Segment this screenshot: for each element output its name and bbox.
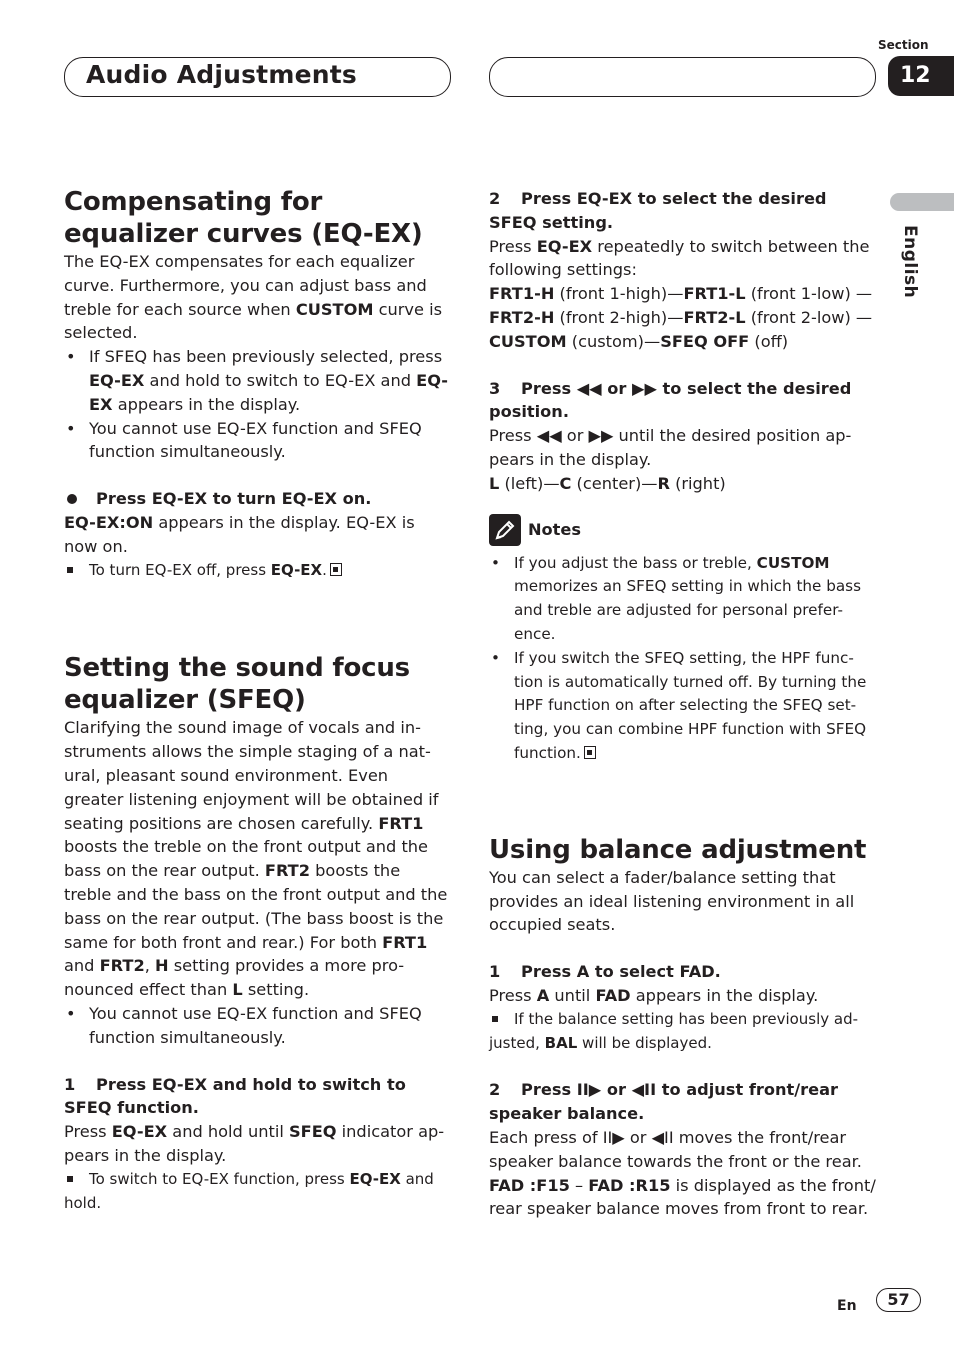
notes-pencil-icon xyxy=(489,514,521,546)
note-2: • If you switch the SFEQ setting, the HPF func-tion is automatically turned off. By turning the HPF function on after selecting the SFEQ set-ting, you can combine HPF function with SFEQ function. xyxy=(489,647,877,766)
eqex-heading: Compensating for equalizer curves (EQ-EX) xyxy=(64,187,423,249)
eqex-step-body: EQ-EX:ON appears in the display. EQ-EX is now on. xyxy=(64,512,415,556)
sfeq-step-2: 2 Press EQ-EX to select the desired SFEQ setting. xyxy=(489,189,827,232)
notes-title: Notes xyxy=(528,519,582,539)
right-column xyxy=(489,187,877,1221)
sfeq-intro: Clarifying the sound image of vocals and in-struments allows the simple staging of a nat-ural, pleasant sound environment. Even greater listening enjoyment will be obtained if seating positions are chosen carefully. FRT1 boosts the treble on the front output and the bass on the rear output. FRT2 boosts the treble and the bass on the front output and the bass on the rear output. (The bass boost is the same for both front and rear.) For both FRT1 and FRT2, H setting provides a more pro-nounced effect than L setting. xyxy=(64,718,448,1000)
left-column xyxy=(64,186,452,1215)
footer-language: En xyxy=(837,1298,857,1314)
sfeq-step-1-note: To switch to EQ-EX function, press EQ-EX and hold. xyxy=(64,1168,452,1216)
page-number: 57 xyxy=(876,1288,921,1312)
eqex-note: To turn EQ-EX off, press EQ-EX. xyxy=(64,559,452,583)
eqex-step: Press EQ-EX to turn EQ-EX on. xyxy=(64,487,452,511)
balance-step-1-note: If the balance setting has been previously ad-justed, BAL will be displayed. xyxy=(489,1008,877,1056)
sfeq-heading: Setting the sound focus equalizer (SFEQ) xyxy=(64,653,410,716)
sfeq-bullet-1: • You cannot use EQ-EX function and SFEQ function simultaneously. xyxy=(64,1002,452,1050)
sfeq-step-2-body: Press EQ-EX repeatedly to switch between the following settings: xyxy=(489,236,870,280)
sfeq-step-3-body: Press ◀◀ or ▶▶ until the desired position ap-pears in the display. xyxy=(489,426,852,469)
balance-step-1: 1 Press A to select FAD. xyxy=(489,962,721,982)
section-label: Section xyxy=(878,38,929,52)
sfeq-settings-sequence: FRT1-H (front 1-high)—FRT1-L (front 1-low) —FRT2-H (front 2-high)—FRT2-L (front 2-low) —CUSTOM (custom)—SFEQ OFF (off) xyxy=(489,284,873,351)
sfeq-step-1-body: Press EQ-EX and hold until SFEQ indicator ap-pears in the display. xyxy=(64,1122,445,1165)
header-title: Audio Adjustments xyxy=(86,60,357,89)
eqex-bullet-2: • You cannot use EQ-EX function and SFEQ function simultaneously. xyxy=(64,417,452,465)
end-mark-icon xyxy=(584,746,596,759)
sfeq-step-1: 1 Press EQ-EX and hold to switch to SFEQ function. xyxy=(64,1074,406,1118)
balance-step-2: 2 Press II▶ or ◀II to adjust front/rear speaker balance. xyxy=(489,1080,839,1124)
eqex-intro: The EQ-EX compensates for each equalizer curve. Furthermore, you can adjust bass and treble for each source when CUSTOM curve is selected. xyxy=(64,252,443,343)
balance-heading: Using balance adjustment xyxy=(489,834,867,865)
balance-intro: You can select a fader/balance setting that provides an ideal listening environment in all occupied seats. xyxy=(489,867,855,935)
balance-step-1-body: Press A until FAD appears in the display. xyxy=(489,985,819,1005)
header-blank-frame xyxy=(489,57,876,97)
side-tab-language: English xyxy=(900,225,920,299)
balance-step-2-body: Each press of II▶ or ◀II moves the front/rear speaker balance towards the front or the rear. FAD :F15 – FAD :R15 is displayed as the front/ rear speaker balance moves from front to rear. xyxy=(489,1127,876,1219)
position-sequence: L (left)—C (center)—R (right) xyxy=(489,473,726,493)
side-tab-marker xyxy=(890,193,954,211)
notes-header xyxy=(489,514,877,546)
eqex-bullet-1: • If SFEQ has been previously selected, press EQ-EX and hold to switch to EQ-EX and EQ-EX appears in the display. xyxy=(64,345,452,416)
note-1: • If you adjust the bass or treble, CUSTOM memorizes an SFEQ setting in which the bass and treble are adjusted for personal prefer-ence. xyxy=(489,552,877,647)
end-mark-icon xyxy=(330,563,342,576)
sfeq-step-3: 3 Press ◀◀ or ▶▶ to select the desired position. xyxy=(489,378,852,422)
section-number: 12 xyxy=(888,56,954,96)
